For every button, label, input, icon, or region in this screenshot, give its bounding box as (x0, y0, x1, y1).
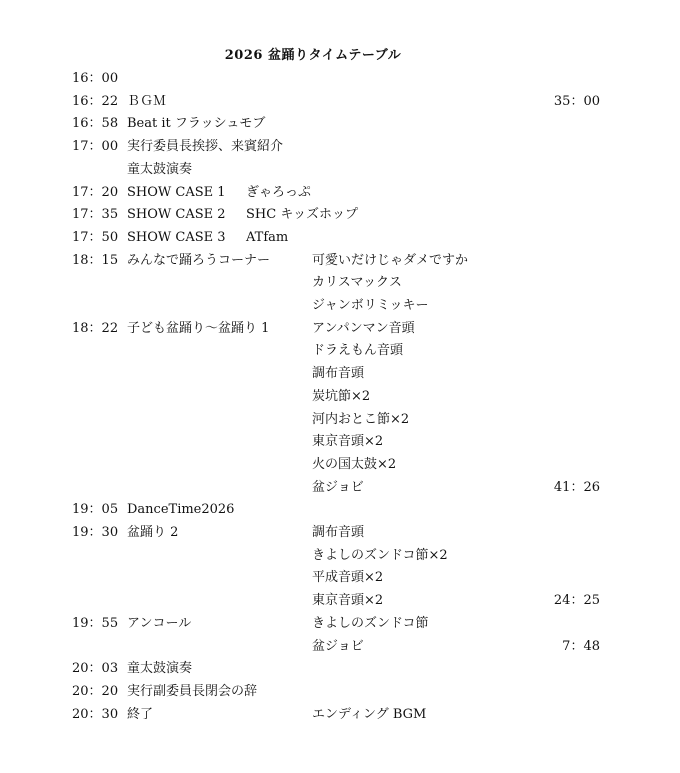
item-cell: Beat it フラッシュモブ (127, 116, 266, 132)
song-cell: 盆ジョビ (312, 638, 364, 654)
table-row (0, 590, 680, 612)
song-cell: 調布音頭 (312, 525, 365, 540)
song-cell: 火の国太鼓×2 (312, 456, 397, 472)
song-cell: エンディング BGM (312, 706, 427, 722)
table-row (0, 636, 680, 658)
song-cell: 東京音頭×2 (312, 593, 384, 609)
song-cell: 調布音頭 (312, 366, 365, 382)
song-cell: ジャンボリミッキー (312, 298, 429, 313)
performer-cell: SHC キッズホップ (246, 207, 359, 223)
duration-cell: 41：26 (553, 479, 600, 495)
table-row (0, 477, 680, 499)
table-row (0, 159, 680, 181)
table-row (0, 250, 680, 272)
item-cell: SHOW CASE 2 (127, 207, 226, 223)
duration-cell: 24：25 (553, 593, 600, 609)
table-row (0, 567, 680, 589)
item-cell: DanceTime2026 (127, 502, 235, 518)
duration-cell: 35：00 (553, 93, 600, 109)
item-cell: 盆踊り 2 (127, 525, 179, 540)
table-row (0, 91, 680, 113)
time-cell: 16：58 (72, 116, 119, 132)
time-cell: 20：03 (72, 661, 119, 677)
table-row (0, 613, 680, 635)
item-cell: 童太鼓演奏 (127, 161, 193, 177)
time-cell: 17：35 (72, 207, 119, 223)
song-cell: カリスマックス (312, 275, 402, 291)
table-row (0, 136, 680, 158)
time-cell: 17：00 (72, 139, 119, 155)
table-row (0, 681, 680, 703)
item-cell: 子ども盆踊り～盆踊り 1 (127, 320, 270, 336)
table-row (0, 182, 680, 204)
song-cell: アンパンマン音頭 (312, 320, 415, 336)
table-row (0, 499, 680, 521)
time-cell: 17：50 (72, 229, 119, 245)
time-cell: 19：55 (72, 615, 119, 631)
song-cell: 東京音頭×2 (312, 434, 384, 450)
table-row (0, 204, 680, 226)
item-cell: 実行副委員長閉会の辞 (127, 683, 258, 699)
item-cell: 終了 (127, 706, 154, 722)
table-row (0, 340, 680, 362)
performer-cell: ATfam (246, 229, 289, 245)
table-row (0, 409, 680, 431)
time-cell: 18：22 (72, 320, 119, 336)
song-cell: 平成音頭×2 (312, 570, 384, 586)
time-cell: 20：30 (72, 706, 119, 722)
song-cell: ドラえもん音頭 (312, 343, 404, 359)
time-cell: 16：00 (72, 71, 119, 86)
table-row (0, 295, 680, 317)
item-cell: 実行委員長挨拶、来賓紹介 (127, 139, 284, 155)
table-row (0, 363, 680, 385)
table-row (0, 318, 680, 340)
time-cell: 19：30 (72, 525, 119, 540)
table-row (0, 272, 680, 294)
time-cell: 18：15 (72, 252, 119, 268)
time-cell: 16：22 (72, 93, 119, 109)
table-row (0, 227, 680, 249)
page-title: 2026 盆踊りタイムテーブル (224, 48, 402, 63)
table-row (0, 658, 680, 680)
time-cell: 19：05 (72, 502, 119, 518)
song-cell: 炭坑節×2 (312, 388, 371, 404)
table-row (0, 545, 680, 567)
table-row (0, 113, 680, 135)
item-cell: SHOW CASE 3 (127, 229, 226, 245)
song-cell: 可愛いだけじゃダメですか (312, 252, 469, 268)
table-row (0, 454, 680, 476)
performer-cell: ぎゃろっぷ (246, 184, 312, 200)
song-cell: 河内おとこ節×2 (312, 411, 410, 427)
song-cell: きよしのズンドコ節×2 (312, 547, 448, 563)
table-row (0, 431, 680, 453)
song-cell: 盆ジョビ (312, 479, 364, 495)
table-row (0, 68, 680, 90)
table-row (0, 522, 680, 544)
item-cell: みんなで踊ろうコーナー (127, 252, 271, 268)
song-cell: きよしのズンドコ節 (312, 615, 429, 631)
time-cell: 20：20 (72, 683, 119, 699)
item-cell: 童太鼓演奏 (127, 661, 193, 677)
table-row (0, 704, 680, 726)
item-cell: ＢＧＭ (127, 93, 167, 109)
item-cell: SHOW CASE 1 (127, 184, 226, 200)
item-cell: アンコール (127, 615, 192, 631)
time-cell: 17：20 (72, 184, 119, 200)
duration-cell: 7：48 (562, 638, 600, 654)
table-row (0, 386, 680, 408)
